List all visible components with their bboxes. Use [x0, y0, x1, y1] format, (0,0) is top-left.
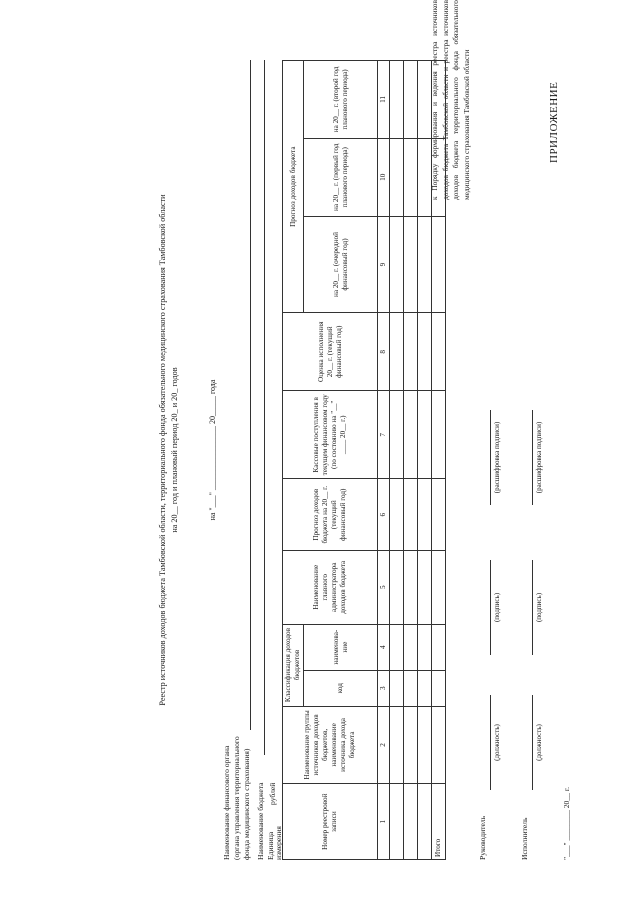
- budget-label: Наименование бюджета: [256, 782, 265, 860]
- unit-value: рублей: [268, 782, 277, 805]
- col-number: 2: [378, 706, 390, 784]
- col-number: 8: [378, 313, 390, 391]
- fin-organ-note-1: (органа управления территориального: [232, 736, 241, 860]
- header-name: наименова-ние: [304, 624, 378, 670]
- executor-position-caption: (должность): [535, 724, 543, 761]
- fin-organ-line: [250, 60, 251, 730]
- header-next-year: на 20__ г. (очередной финансовый год): [304, 216, 378, 313]
- executor-label: Исполнитель: [520, 817, 529, 860]
- total-label: Итого: [432, 784, 446, 860]
- budget-line: [264, 60, 265, 755]
- head-label: Руководитель: [478, 815, 487, 860]
- executor-signature-line: [532, 560, 533, 655]
- column-number-row: [378, 61, 390, 860]
- unit-label-2: измерения: [274, 826, 283, 860]
- appendix-text: к Порядку формирования и ведения реестра источников доходов бюджета Тамбовской области и реестра источников доходов бюджета территориального фонда обязательного медицинского страхования Тамбовской области: [430, 0, 471, 200]
- header-code: код: [304, 670, 378, 706]
- col-number: 11: [378, 61, 390, 139]
- fin-organ-label: Наименование финансового органа: [222, 745, 231, 860]
- table-row: [418, 61, 432, 860]
- table-row: [404, 61, 418, 860]
- col-number: 10: [378, 138, 390, 216]
- executor-position-line: [532, 695, 533, 790]
- header-second-plan-year: на 20__ г. (второй год планового периода): [304, 61, 378, 139]
- header-forecast: Прогноз доходов бюджета: [283, 61, 304, 313]
- col-number: 9: [378, 216, 390, 313]
- head-position-caption: (должность): [493, 724, 501, 761]
- col-number: 7: [378, 391, 390, 479]
- header-first-plan-year: на 20__ г. (первый год планового периода): [304, 138, 378, 216]
- signature-date: "___" ________ 20__ г.: [562, 786, 571, 860]
- col-number: 3: [378, 670, 390, 706]
- header-classification: Классификация доходов бюджетов: [283, 624, 304, 706]
- executor-decoding-line: [532, 410, 533, 505]
- register-date-line: на "___" ________________ 20_____ года: [208, 379, 217, 521]
- executor-signature-caption: (подпись): [535, 592, 543, 623]
- table-row: [390, 61, 404, 860]
- fin-organ-note-2: фонда медицинского страхования): [242, 748, 251, 860]
- col-number: 6: [378, 479, 390, 550]
- col-number: 4: [378, 624, 390, 670]
- appendix-title: ПРИЛОЖЕНИЕ: [548, 81, 560, 163]
- header-cash-receipts: Кассовые поступления в текущем финансовом году (по состоянию на "__" ____ 20__ г.): [283, 391, 378, 479]
- header-source-group: Наименование группы источников доходов бюджетов, наименование источника дохода бюджета: [283, 706, 378, 784]
- col-number: 1: [378, 784, 390, 860]
- head-signature-caption: (подпись): [493, 592, 501, 623]
- col-number: 5: [378, 550, 390, 624]
- unit-label-1: Единица: [266, 831, 275, 860]
- register-subtitle: на 20__ год и плановый период 20_ и 20_ годов: [170, 367, 179, 533]
- header-administrator: Наименование главного администратора доходов бюджета: [283, 550, 378, 624]
- head-decoding-line: [490, 410, 491, 505]
- total-row: [432, 61, 446, 860]
- head-position-line: [490, 695, 491, 790]
- head-signature-line: [490, 560, 491, 655]
- header-estimate: Оценка исполнения 20__ г. (текущий финансовый год): [283, 313, 378, 391]
- executor-decoding-caption: (расшифровка подписи): [535, 421, 543, 494]
- header-record-number: Номер реестровой записи: [283, 784, 378, 860]
- register-table: [282, 60, 446, 860]
- header-forecast-current: Прогноз доходов бюджета на 20__ г. (текущий финансовый год): [283, 479, 378, 550]
- register-title: Реестр источников доходов бюджета Тамбовской области, территориального фонда обязательного медицинского страхования Тамбовской области: [158, 194, 167, 706]
- head-decoding-caption: (расшифровка подписи): [493, 421, 501, 494]
